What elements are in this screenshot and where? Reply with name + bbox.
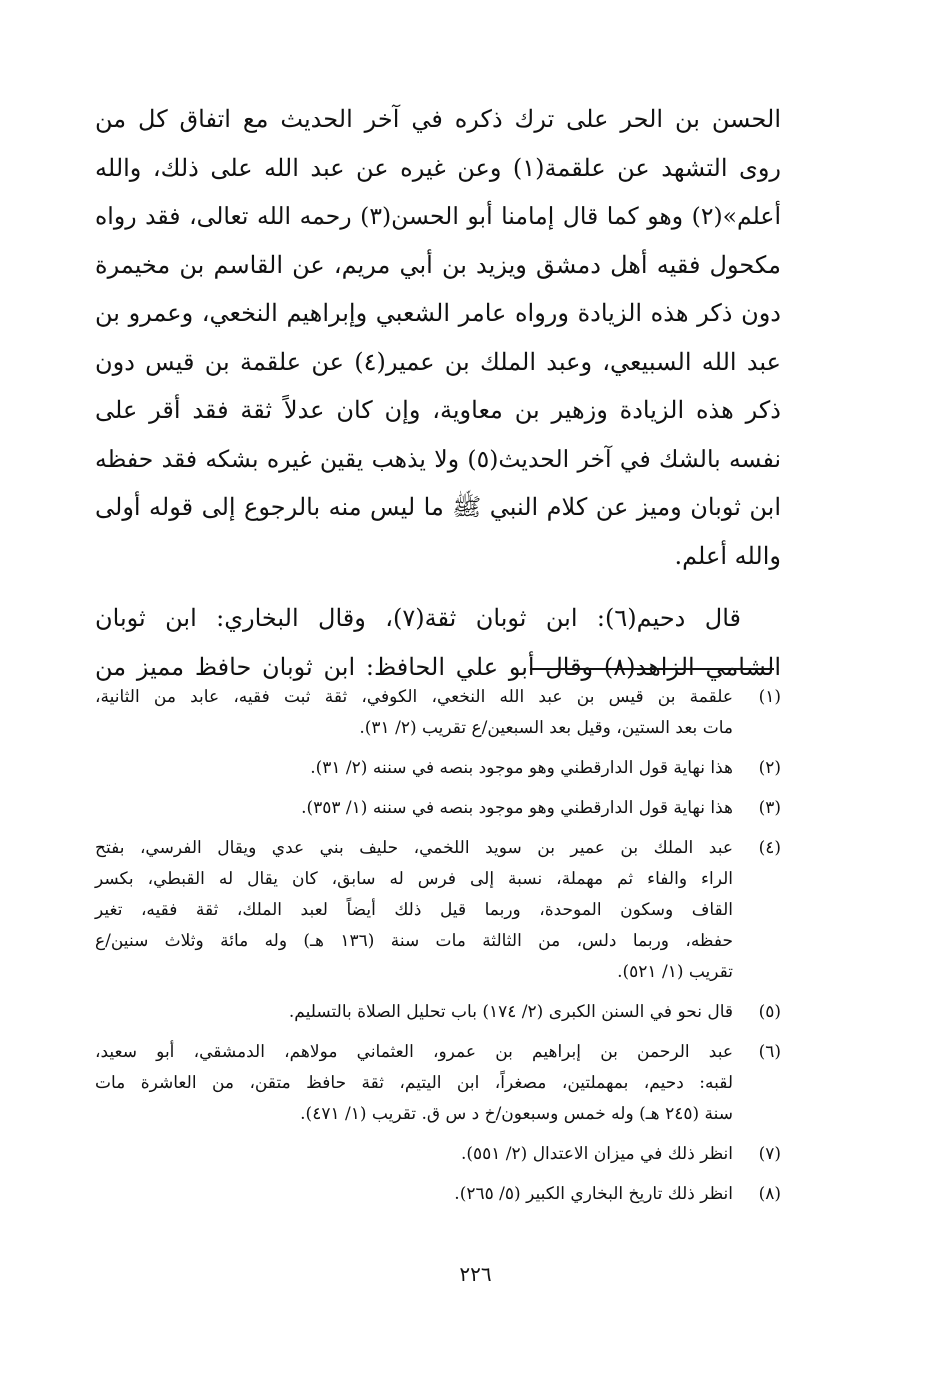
footnote-line: حفظه، وربما دلس، من الثالثة مات سنة (١٣٦ هـ) وله مائة وثلاث سنين/ع: [95, 931, 733, 951]
footnote-number: (٣): [758, 798, 781, 818]
footnote-7: [95, 1139, 781, 1170]
footnote-number: (٤): [758, 838, 781, 858]
footnotes: [95, 682, 781, 1219]
footnote-line: قال نحو في السنن الكبرى (٢/ ١٧٤) باب تحليل الصلاة بالتسليم.: [288, 1002, 733, 1022]
text-line: ابن ثوبان وميز عن كلام النبي ﷺ ما ليس منه بالرجوع إلى قوله أولى: [95, 493, 781, 521]
footnote-line: انظر ذلك في ميزان الاعتدال (٢/ ٥٥١).: [460, 1144, 733, 1164]
footnote-line: سنة (٢٤٥ هـ) وله خمس وسبعون/خ د س ق. تقريب (١/ ٤٧١).: [300, 1104, 733, 1124]
footnote-3: [95, 793, 781, 824]
footnote-text: [95, 1139, 733, 1170]
text-line: روى التشهد عن علقمة(١) وعن غيره عن عبد الله على ذلك، والله: [95, 153, 781, 182]
footnote-2: [95, 753, 781, 784]
footnote-line: هذا نهاية قول الدارقطني وهو موجود بنصه في سننه (٢/ ٣١).: [310, 758, 733, 778]
paragraph-1: [95, 95, 781, 580]
footnote-4: [95, 833, 781, 988]
footnote-number: (٧): [758, 1144, 781, 1164]
footnote-text: [95, 997, 733, 1028]
text-line: والله أعلم.: [674, 541, 781, 570]
footnote-line: مات بعد الستين، وقيل بعد السبعين/ع تقريب (٢/ ٣١).: [359, 718, 733, 738]
text-line: نفسه بالشك في آخر الحديث(٥) ولا يذهب يقين غيره بشكه فقد حفظه: [95, 444, 781, 473]
text-line: قال دحيم(٦): ابن ثوبان ثقة(٧)، وقال البخاري: ابن ثوبان: [95, 604, 742, 632]
footnote-line: القاف وسكون الموحدة، وربما قيل ذلك أيضاً لعبد الملك، ثقة فقيه، تغير: [95, 900, 733, 920]
footnote-number: (٢): [758, 758, 781, 778]
footnote-divider: [530, 668, 774, 670]
footnote-text: [95, 1179, 733, 1210]
text-line: الحسن بن الحر على ترك ذكره في آخر الحديث مع اتفاق كل من: [95, 105, 781, 133]
footnote-line: الراء والفاء ثم مهملة، نسبة إلى فرس له سابق، كان يقال له القبطي، بكسر: [95, 869, 733, 889]
footnote-number: (٦): [758, 1042, 781, 1062]
footnote-number: (٥): [758, 1002, 781, 1022]
footnote-number: (١): [758, 687, 781, 707]
footnote-number: (٨): [758, 1184, 781, 1204]
footnote-line: عبد الرحمن بن إبراهيم بن عمرو، العثماني مولاهم، الدمشقي، أبو سعيد،: [95, 1042, 733, 1062]
footnote-line: انظر ذلك تاريخ البخاري الكبير (٥/ ٢٦٥).: [454, 1184, 733, 1204]
text-line: مكحول فقيه أهل دمشق ويزيد بن أبي مريم، عن القاسم بن مخيمرة: [95, 250, 781, 279]
text-line: أعلم»(٢) وهو كما قال إمامنا أبو الحسن(٣) رحمه الله تعالى، فقد رواه: [95, 202, 781, 230]
footnote-line: عبد الملك بن عمير بن سويد اللخمي، حليف بني عدي ويقال الفرسي، بفتح: [95, 838, 733, 858]
footnote-1: [95, 682, 781, 744]
footnote-line: هذا نهاية قول الدارقطني وهو موجود بنصه في سننه (١/ ٣٥٣).: [301, 798, 733, 818]
footnote-6: [95, 1037, 781, 1130]
footnote-line: لقبه: دحيم، بمهملتين، مصغراً، ابن اليتيم، ثقة حافظ متقن، من العاشرة مات: [95, 1073, 733, 1093]
text-line: دون ذكر هذه الزيادة ورواه عامر الشعبي وإبراهيم النخعي، وعمرو بن: [95, 299, 781, 327]
footnote-text: [95, 753, 733, 784]
text-line: عبد الله السبيعي، وعبد الملك بن عمير(٤) عن علقمة بن قيس دون: [95, 347, 781, 376]
text-line: ذكر هذه الزيادة وزهير بن معاوية، وإن كان عدلاً ثقة فقد أقر على: [95, 396, 781, 424]
footnote-8: [95, 1179, 781, 1210]
footnote-line: تقريب (١/ ٥٢١).: [617, 962, 733, 982]
text-line: الشامي الزاهد(٨) وقال أبو علي الحافظ: ابن ثوبان حافظ مميز من: [95, 652, 782, 681]
main-text: [95, 95, 781, 691]
footnote-text: [95, 682, 733, 744]
paragraph-2: [95, 594, 781, 691]
footnote-line: علقمة بن قيس بن عبد الله النخعي، الكوفي، ثقة ثبت فقيه، عابد من الثانية،: [95, 687, 733, 707]
footnote-text: [95, 833, 733, 988]
footnote-5: [95, 997, 781, 1028]
footnote-text: [95, 1037, 733, 1130]
footnote-text: [95, 793, 733, 824]
page-number: ٢٢٦: [459, 1262, 492, 1286]
